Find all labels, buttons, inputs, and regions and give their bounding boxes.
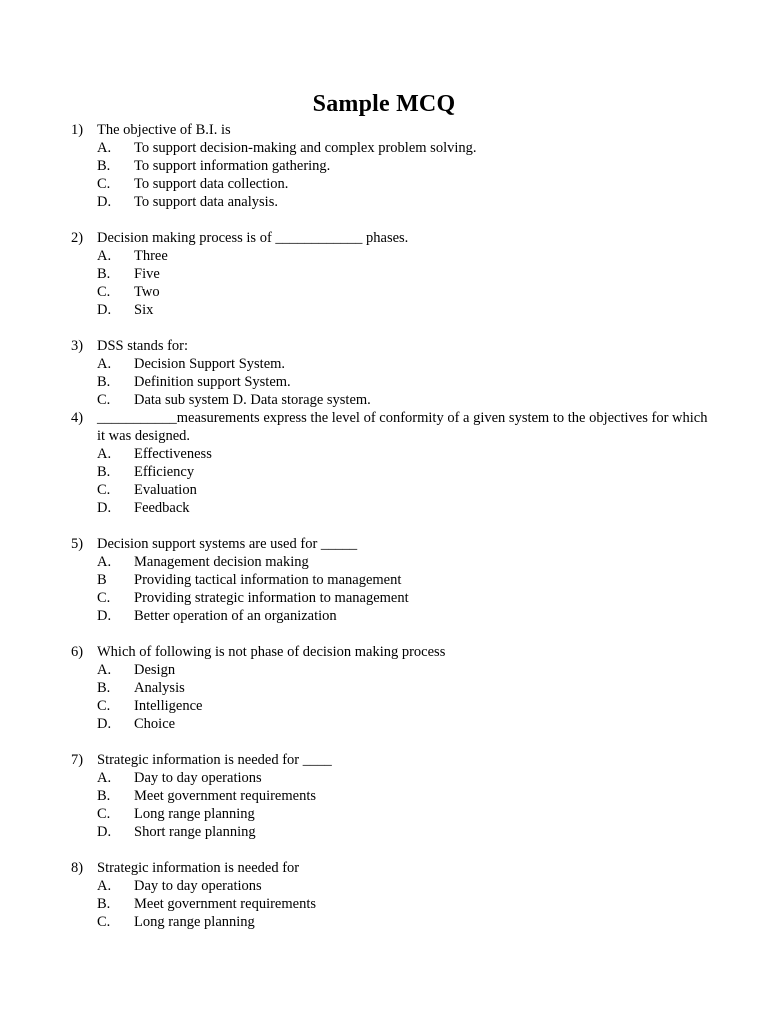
option-letter: C.: [97, 176, 111, 192]
question-8: [0, 859, 768, 931]
question-6: [0, 643, 768, 733]
option-letter: B.: [97, 266, 111, 282]
page-title: Sample MCQ: [312, 91, 456, 117]
option-d: [0, 301, 768, 319]
option-b: [0, 679, 768, 697]
option-b: [0, 265, 768, 283]
option-text: Meet government requirements: [134, 896, 316, 912]
option-c: [0, 805, 768, 823]
option-text: To support information gathering.: [134, 158, 331, 174]
question-2: [0, 229, 768, 319]
option-text: Data sub system D. Data storage system.: [134, 392, 371, 408]
question-number: 5): [71, 536, 84, 552]
question-text: ___________measurements express the level of conformity of a given system to the objectives for which it was designed.: [97, 410, 708, 444]
question-stem: [0, 751, 768, 769]
option-text: Day to day operations: [134, 770, 262, 786]
option-letter: B.: [97, 896, 111, 912]
question-number: 1): [71, 122, 84, 138]
option-letter: A.: [97, 140, 112, 156]
question-number: 8): [71, 860, 84, 876]
option-c: [0, 913, 768, 931]
question-list: [0, 121, 768, 931]
option-text: Analysis: [134, 680, 185, 696]
option-letter: C.: [97, 590, 111, 606]
option-letter: C.: [97, 482, 111, 498]
question-stem: [0, 859, 768, 877]
option-text: To support decision-making and complex problem solving.: [134, 140, 477, 156]
option-letter: B.: [97, 158, 111, 174]
question-number: 2): [71, 230, 84, 246]
option-text: Definition support System.: [134, 374, 291, 390]
option-c: [0, 589, 768, 607]
option-text: Three: [134, 248, 168, 264]
spacer: [0, 733, 768, 751]
option-a: [0, 769, 768, 787]
option-text: Short range planning: [134, 824, 256, 840]
option-text: Decision Support System.: [134, 356, 286, 372]
question-text: Which of following is not phase of decision making process: [97, 644, 446, 660]
option-text: Effectiveness: [134, 446, 212, 462]
option-text: Better operation of an organization: [134, 608, 337, 624]
question-number: 4): [71, 410, 84, 426]
option-letter: A.: [97, 248, 112, 264]
option-a: [0, 445, 768, 463]
option-text: Day to day operations: [134, 878, 262, 894]
option-b: [0, 157, 768, 175]
option-letter: A.: [97, 770, 112, 786]
option-letter: B.: [97, 374, 111, 390]
option-text: To support data analysis.: [134, 194, 278, 210]
option-a: [0, 877, 768, 895]
option-letter: D.: [97, 716, 112, 732]
question-5: [0, 535, 768, 625]
question-text: DSS stands for:: [97, 338, 189, 354]
option-a: [0, 355, 768, 373]
spacer: [0, 319, 768, 337]
option-text: Meet government requirements: [134, 788, 316, 804]
question-stem: [0, 121, 768, 139]
option-text: Efficiency: [134, 464, 195, 480]
question-number: 3): [71, 338, 84, 354]
spacer: [0, 625, 768, 643]
question-stem: [0, 229, 768, 247]
question-3: [0, 337, 768, 409]
question-text: Strategic information is needed for ____: [97, 752, 332, 768]
question-stem: [0, 337, 768, 355]
option-letter: A.: [97, 554, 112, 570]
option-letter: C.: [97, 698, 111, 714]
option-a: [0, 139, 768, 157]
option-c: [0, 697, 768, 715]
question-text: Decision making process is of ____________ phases.: [97, 230, 409, 246]
question-text: The objective of B.I. is: [97, 122, 231, 138]
spacer: [0, 517, 768, 535]
option-letter: D.: [97, 824, 112, 840]
option-letter: B.: [97, 680, 111, 696]
question-stem: [0, 643, 768, 661]
question-number: 7): [71, 752, 84, 768]
option-b: [0, 787, 768, 805]
option-text: Long range planning: [134, 914, 255, 930]
option-d: [0, 715, 768, 733]
option-text: Providing strategic information to management: [134, 590, 409, 606]
option-d: [0, 193, 768, 211]
option-text: Five: [134, 266, 160, 282]
option-text: Management decision making: [134, 554, 309, 570]
option-b: [0, 373, 768, 391]
question-text: Strategic information is needed for: [97, 860, 300, 876]
question-number: 6): [71, 644, 84, 660]
option-c: [0, 391, 768, 409]
option-letter: C.: [97, 806, 111, 822]
spacer: [0, 841, 768, 859]
option-letter: A.: [97, 878, 112, 894]
question-stem: [0, 409, 768, 445]
option-b: [0, 571, 768, 589]
option-letter: A.: [97, 662, 112, 678]
question-text: Decision support systems are used for _____: [97, 536, 358, 552]
option-text: Two: [134, 284, 160, 300]
option-text: To support data collection.: [134, 176, 289, 192]
option-letter: B.: [97, 788, 111, 804]
option-text: Feedback: [134, 500, 190, 516]
option-text: Providing tactical information to management: [134, 572, 402, 588]
option-letter: B.: [97, 464, 111, 480]
option-text: Intelligence: [134, 698, 203, 714]
option-text: Long range planning: [134, 806, 255, 822]
option-c: [0, 481, 768, 499]
question-4: [0, 409, 768, 517]
spacer: [0, 211, 768, 229]
option-a: [0, 247, 768, 265]
option-letter: A.: [97, 446, 112, 462]
option-b: [0, 463, 768, 481]
option-text: Choice: [134, 716, 176, 732]
question-1: [0, 121, 768, 211]
option-d: [0, 499, 768, 517]
option-a: [0, 553, 768, 571]
option-d: [0, 607, 768, 625]
option-c: [0, 283, 768, 301]
option-letter: D.: [97, 194, 112, 210]
option-letter: C.: [97, 284, 111, 300]
option-letter: C.: [97, 392, 111, 408]
option-b: [0, 895, 768, 913]
option-letter: D.: [97, 500, 112, 516]
question-stem: [0, 535, 768, 553]
option-letter: B: [97, 572, 107, 588]
option-letter: C.: [97, 914, 111, 930]
option-letter: A.: [97, 356, 112, 372]
option-d: [0, 823, 768, 841]
option-letter: D.: [97, 302, 112, 318]
option-a: [0, 661, 768, 679]
option-text: Design: [134, 662, 176, 678]
option-c: [0, 175, 768, 193]
option-letter: D.: [97, 608, 112, 624]
option-text: Six: [134, 302, 154, 318]
question-7: [0, 751, 768, 841]
option-text: Evaluation: [134, 482, 197, 498]
